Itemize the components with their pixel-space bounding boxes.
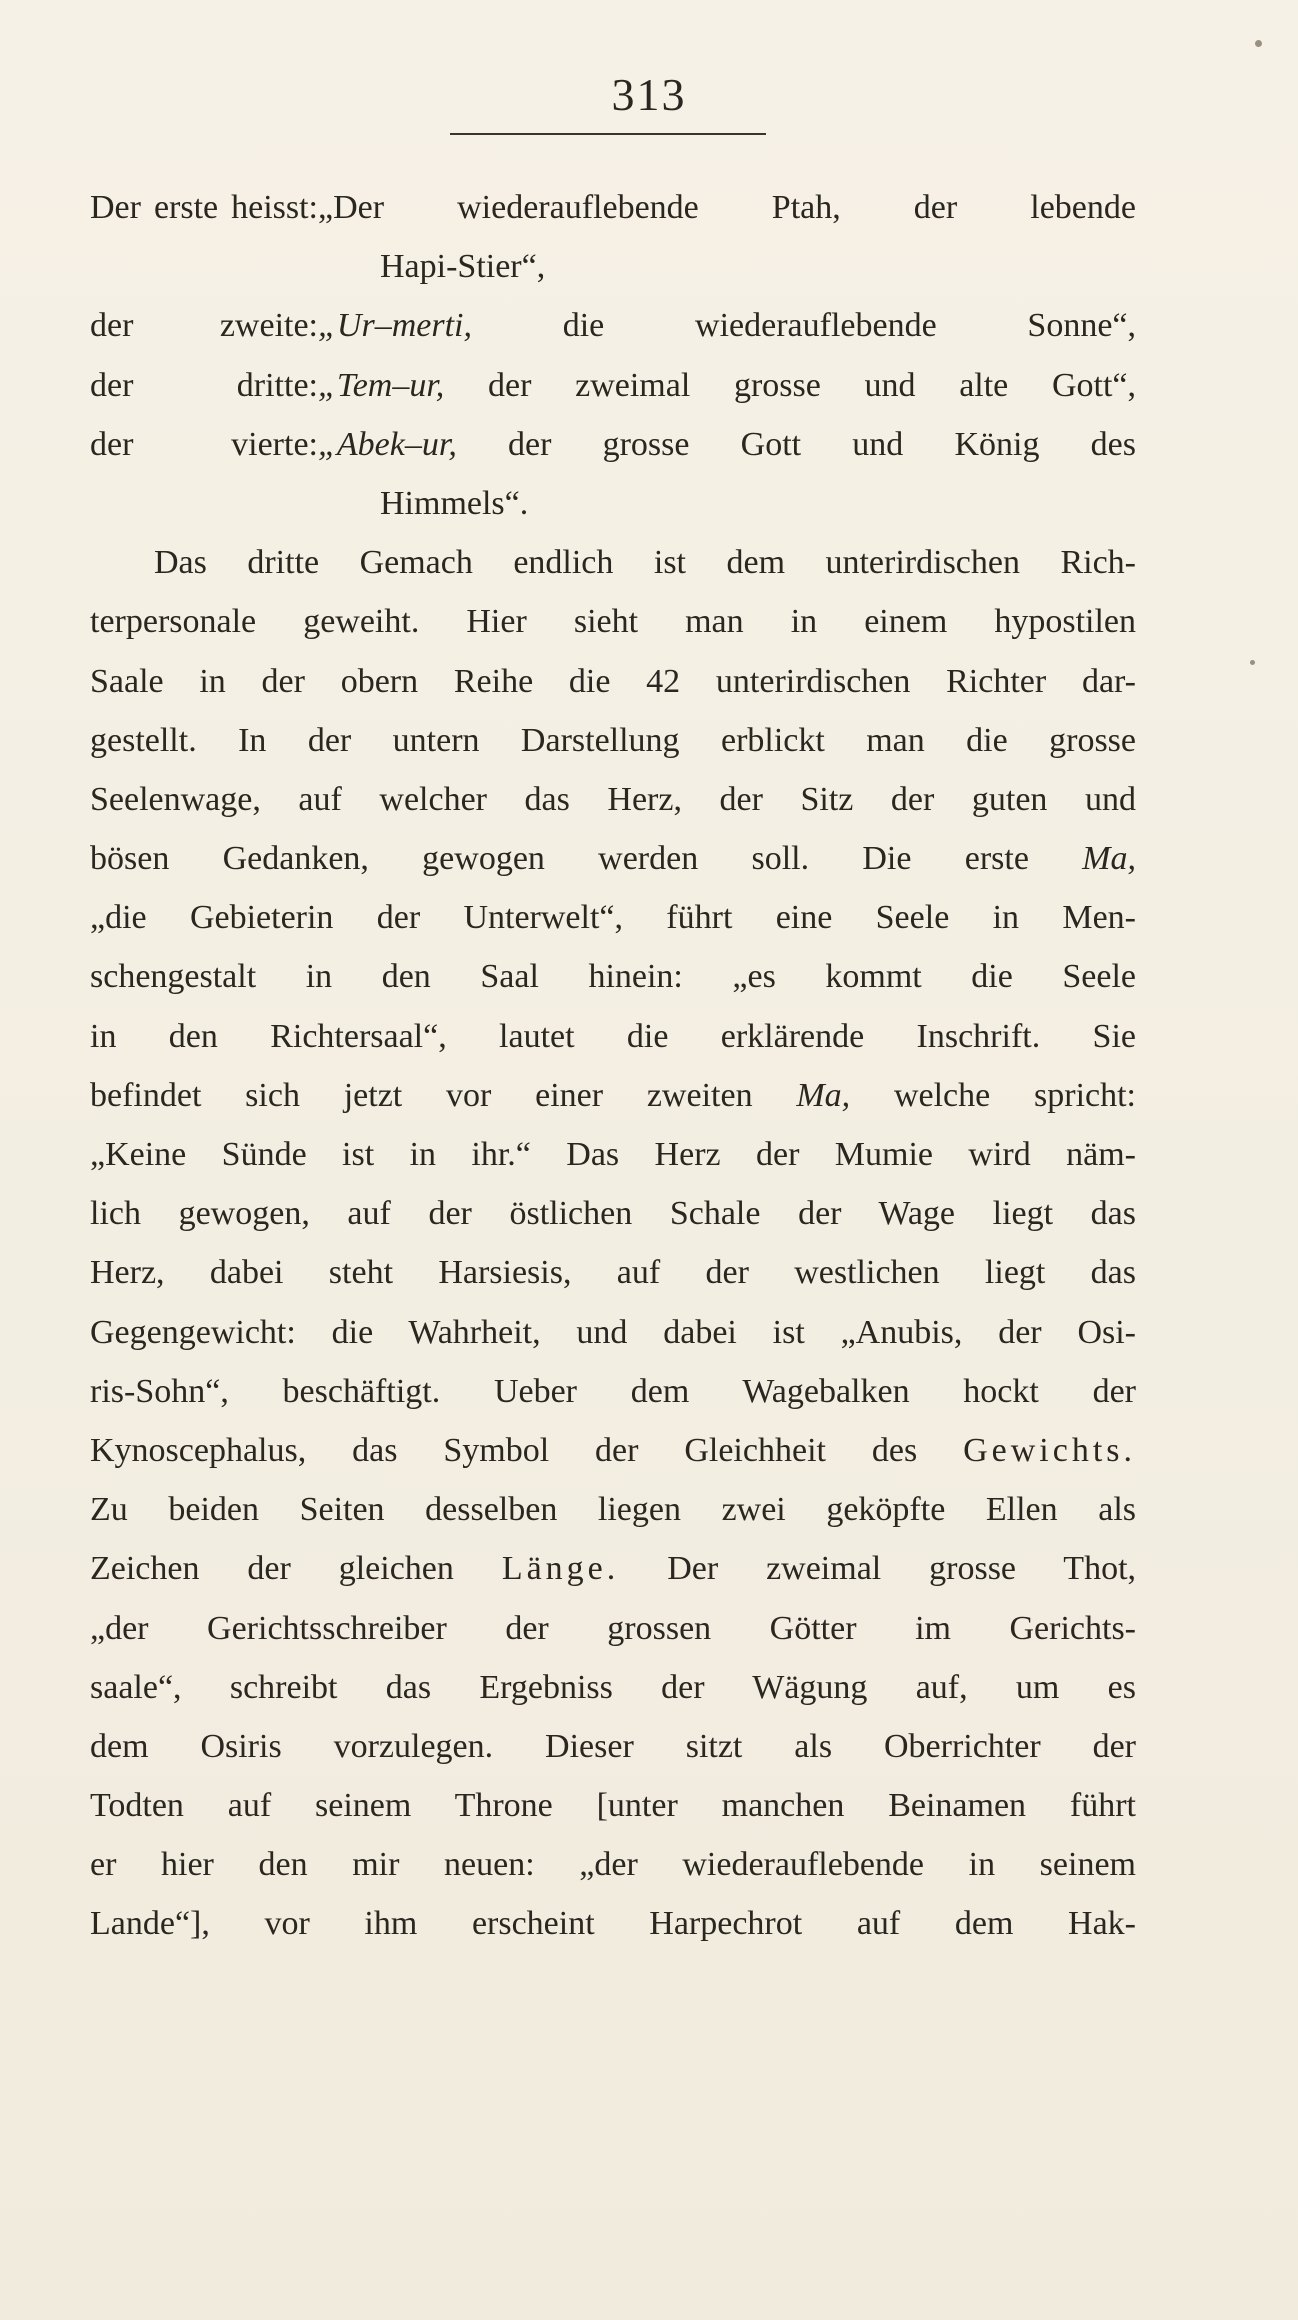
header-rule bbox=[450, 133, 766, 135]
text-line: er hier den mir neuen: „der wiederauflebende in seinem bbox=[90, 1846, 1136, 1884]
text-line: Himmels“. bbox=[380, 484, 529, 522]
text-line: „der Gerichtsschreiber der grossen Götter im Gerichts- bbox=[90, 1609, 1136, 1647]
text-line: der dritte:„Tem–ur, der zweimal grosse und alte Gott“, bbox=[90, 356, 1136, 415]
text-line: Kynoscephalus, das Symbol der Gleichheit des Gewichts. bbox=[90, 1431, 1137, 1469]
list-label: der vierte: bbox=[90, 425, 318, 463]
text-line: befindet sich jetzt vor einer zweiten Ma, welche spricht: bbox=[90, 1076, 1137, 1114]
text-line: lich gewogen, auf der östlichen Schale der Wage liegt das bbox=[90, 1195, 1136, 1233]
italic-term: „Tem–ur, bbox=[318, 366, 445, 404]
list-label: Der erste heisst: bbox=[90, 189, 318, 226]
text-line: schengestalt in den Saal hinein: „es kommt die Seele bbox=[90, 958, 1136, 996]
italic-term: „Ur–merti, bbox=[318, 307, 472, 345]
text-line: in den Richtersaal“, lautet die erklärende Inschrift. Sie bbox=[90, 1017, 1136, 1055]
paper-speck bbox=[1250, 660, 1255, 665]
text-line: Zu beiden Seiten desselben liegen zwei geköpfte Ellen als bbox=[90, 1491, 1136, 1529]
italic-term: „Abek–ur, bbox=[318, 425, 457, 463]
text-line: Das dritte Gemach endlich ist dem unterirdischen Rich- bbox=[154, 544, 1136, 582]
list-label: der zweite: bbox=[90, 307, 318, 345]
text-line: gestellt. In der untern Darstellung erblickt man die grosse bbox=[90, 721, 1136, 759]
text-line: saale“, schreibt das Ergebniss der Wägung auf, um es bbox=[90, 1668, 1136, 1706]
list-label: der dritte: bbox=[90, 366, 318, 404]
page-number: 313 bbox=[611, 69, 687, 120]
text-line: Herz, dabei steht Harsiesis, auf der westlichen liegt das bbox=[90, 1254, 1136, 1292]
paper-speck bbox=[1255, 40, 1262, 47]
text-line: terpersonale geweiht. Hier sieht man in einem hypostilen bbox=[90, 603, 1136, 641]
text-line: Gegengewicht: die Wahrheit, und dabei ist „Anubis, der Osi- bbox=[90, 1313, 1136, 1351]
text-line: Der erste heisst:„Der wiederauflebende Ptah, der lebende bbox=[90, 178, 1136, 237]
text-line: Seelenwage, auf welcher das Herz, der Sitz der guten und bbox=[90, 780, 1136, 818]
text-line: Lande“], vor ihm erscheint Harpechrot auf dem Hak- bbox=[90, 1905, 1136, 1943]
spaced-word: Gewichts. bbox=[963, 1431, 1137, 1469]
text-line: ris-Sohn“, beschäftigt. Ueber dem Wagebalken hockt der bbox=[90, 1372, 1136, 1410]
italic-term: Ma, bbox=[796, 1076, 851, 1114]
text-line: der vierte:„Abek–ur, der grosse Gott und König des bbox=[90, 415, 1136, 474]
text-line: „Keine Sünde ist in ihr.“ Das Herz der Mumie wird näm- bbox=[90, 1136, 1136, 1173]
body-text bbox=[90, 178, 1136, 1954]
italic-term: Ma, bbox=[1082, 840, 1136, 878]
text-line: der zweite:„Ur–merti, die wiederauflebende Sonne“, bbox=[90, 296, 1136, 355]
text-line: Hapi-Stier“, bbox=[380, 248, 546, 286]
text-line: Todten auf seinem Throne [unter manchen Beinamen führt bbox=[90, 1787, 1136, 1825]
text-line: dem Osiris vorzulegen. Dieser sitzt als Oberrichter der bbox=[90, 1727, 1136, 1765]
text-line: Saale in der obern Reihe die 42 unterirdischen Richter dar- bbox=[90, 662, 1136, 700]
text-line: bösen Gedanken, gewogen werden soll. Die erste Ma, bbox=[90, 840, 1136, 878]
spaced-word: Länge. bbox=[501, 1550, 620, 1588]
text-line: Zeichen der gleichen Länge. Der zweimal grosse Thot, bbox=[90, 1550, 1137, 1588]
text-line: „die Gebieterin der Unterwelt“, führt eine Seele in Men- bbox=[90, 899, 1136, 937]
